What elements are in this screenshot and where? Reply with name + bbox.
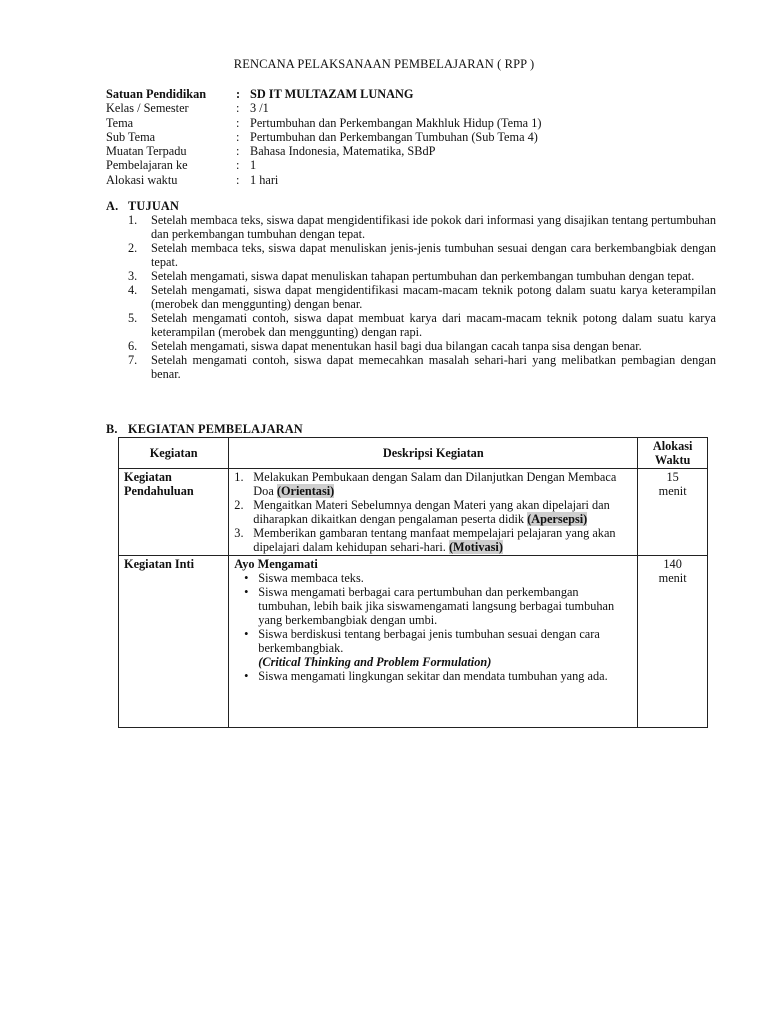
section-letter: B. (106, 422, 118, 436)
bullet-list (234, 571, 632, 655)
waktu-unit: menit (658, 484, 687, 498)
identity-separator: : (236, 144, 240, 159)
item-number: 5. (128, 311, 138, 325)
identity-separator: : (236, 172, 240, 187)
item-number: 3. (128, 269, 138, 283)
item-text: Setelah membaca teks, siswa dapat mengidentifikasi ide pokok dari informasi yang disajikan tentang pertumbuhan dan perkembangan tumbuhan dengan tepat. (151, 213, 716, 241)
identity-value: 1 (250, 158, 257, 173)
kegiatan-label: Kegiatan Pendahuluan (119, 469, 229, 556)
step-body: Melakukan Pembukaan dengan Salam dan Dilanjutkan Dengan Membaca Doa (253, 470, 617, 498)
identity-label: Satuan Pendidikan (106, 87, 207, 101)
list-item (128, 339, 716, 353)
deskripsi-cell (229, 556, 638, 728)
table-header-row (119, 438, 708, 469)
identity-label: Pembelajaran ke (106, 158, 188, 173)
identity-separator: : (236, 87, 241, 101)
identity-label: Kelas / Semester (106, 101, 189, 116)
identity-value: Bahasa Indonesia, Matematika, SBdP (250, 144, 436, 159)
step-tag: (Orientasi) (276, 484, 335, 498)
header-deskripsi: Deskripsi Kegiatan (229, 438, 638, 469)
identity-row (106, 173, 716, 187)
step-list (234, 470, 632, 554)
list-item (128, 311, 716, 339)
identity-row (106, 116, 716, 130)
table-row (119, 556, 708, 728)
identity-separator: : (236, 101, 240, 116)
kegiatan-table (118, 437, 708, 728)
list-item (234, 571, 632, 585)
list-item (234, 627, 632, 655)
item-number: 6. (128, 339, 138, 353)
step-text (253, 470, 632, 498)
step-text (253, 526, 632, 554)
section-letter: A. (106, 199, 119, 213)
list-item (234, 498, 632, 526)
bullet-list (234, 669, 632, 683)
list-item (128, 269, 716, 283)
alokasi-cell (638, 469, 708, 556)
kegiatan-label: Kegiatan Inti (119, 556, 229, 728)
identity-label: Tema (106, 115, 134, 130)
section-heading-tujuan (106, 199, 179, 213)
identity-separator: : (236, 115, 240, 130)
section-heading-kegiatan (106, 422, 303, 436)
list-item (128, 213, 716, 241)
bullet-text: Siswa berdiskusi tentang berbagai jenis tumbuhan sesuai dengan cara berkembangbiak. (258, 627, 600, 655)
bullet-icon: • (244, 627, 249, 641)
list-item (234, 470, 632, 498)
item-text: Setelah mengamati contoh, siswa dapat memecahkan masalah sehari-hari yang melibatkan pembagian dengan benar. (151, 353, 716, 381)
alokasi-cell (638, 556, 708, 728)
item-number: 2. (128, 241, 138, 255)
step-tag: (Apersepsi) (527, 512, 588, 526)
item-text: Setelah mengamati contoh, siswa dapat membuat karya dari macam-macam teknik potong dalam suatu karya keterampilan (merobek dan menggunting) dengan rapi. (151, 311, 716, 339)
identity-value: Pertumbuhan dan Perkembangan Tumbuhan (Sub Tema 4) (250, 129, 538, 144)
waktu-number: 140 (663, 557, 682, 571)
document-title: RENCANA PELAKSANAAN PEMBELAJARAN ( RPP ) (233, 57, 535, 71)
section-title: TUJUAN (128, 199, 180, 213)
bullet-icon: • (244, 669, 249, 683)
step-body: Memberikan gambaran tentang manfaat mempelajari pelajaran yang akan dipelajari dalam kehidupan sehari-hari. (253, 526, 616, 554)
identity-label: Alokasi waktu (106, 172, 178, 187)
header-kegiatan: Kegiatan (119, 438, 229, 469)
step-body: Mengaitkan Materi Sebelumnya dengan Materi yang akan dipelajari dan diharapkan dikaitkan dengan pengalaman peserta didik (253, 498, 610, 526)
emphasis-note: (Critical Thinking and Problem Formulation) (258, 655, 492, 669)
identity-row (106, 144, 716, 158)
waktu-unit: menit (658, 571, 687, 585)
waktu-number: 15 (666, 470, 679, 484)
step-text (253, 498, 632, 526)
identity-value: SD IT MULTAZAM LUNANG (250, 87, 414, 101)
bullet-icon: • (244, 585, 249, 599)
step-tag: (Motivasi) (448, 540, 503, 554)
item-text: Setelah mengamati, siswa dapat menuliskan tahapan pertumbuhan dan perkembangan tumbuhan dengan tepat. (151, 269, 695, 283)
identity-row (106, 130, 716, 144)
identity-separator: : (236, 129, 240, 144)
list-item (234, 669, 632, 683)
item-number: 4. (128, 283, 138, 297)
identity-row (106, 87, 716, 101)
identity-separator: : (236, 158, 240, 173)
item-number: 1. (128, 213, 138, 227)
identity-row (106, 158, 716, 172)
step-number: 1. (234, 470, 244, 484)
subheading: Ayo Mengamati (234, 557, 318, 571)
list-item (128, 241, 716, 269)
identity-block (106, 87, 716, 187)
identity-label: Sub Tema (106, 129, 156, 144)
list-item (128, 353, 716, 381)
identity-value: Pertumbuhan dan Perkembangan Makhluk Hidup (Tema 1) (250, 115, 542, 130)
step-number: 3. (234, 526, 244, 540)
identity-row (106, 101, 716, 115)
bullet-text: Siswa mengamati lingkungan sekitar dan mendata tumbuhan yang ada. (258, 669, 608, 683)
item-number: 7. (128, 353, 138, 367)
bullet-text: Siswa mengamati berbagai cara pertumbuhan dan perkembangan tumbuhan, lebih baik jika siswamengamati langsung berbagai tumbuhan yang berkembangbiak dengan umbi. (258, 585, 615, 627)
item-text: Setelah mengamati, siswa dapat mengidentifikasi macam-macam teknik potong dalam suatu karya keterampilan (merobek dan menggunting) dengan benar. (151, 283, 716, 311)
section-title: KEGIATAN PEMBELAJARAN (128, 422, 303, 436)
identity-value: 1 hari (250, 172, 279, 187)
list-item (234, 526, 632, 554)
list-item (128, 283, 716, 311)
item-text: Setelah membaca teks, siswa dapat menuliskan jenis-jenis tumbuhan sesuai dengan cara berkembangbiak dengan tepat. (151, 241, 716, 269)
deskripsi-cell (229, 469, 638, 556)
table-row (119, 469, 708, 556)
bullet-icon: • (244, 571, 249, 585)
identity-label: Muatan Terpadu (106, 144, 187, 159)
bullet-text: Siswa membaca teks. (258, 571, 364, 585)
tujuan-list (128, 213, 716, 381)
identity-value: 3 /1 (250, 101, 269, 116)
list-item (234, 585, 632, 627)
header-alokasi-waktu: Alokasi Waktu (638, 438, 708, 469)
item-text: Setelah mengamati, siswa dapat menentukan hasil bagi dua bilangan cacah tanpa sisa dengan benar. (151, 339, 642, 353)
step-number: 2. (234, 498, 244, 512)
